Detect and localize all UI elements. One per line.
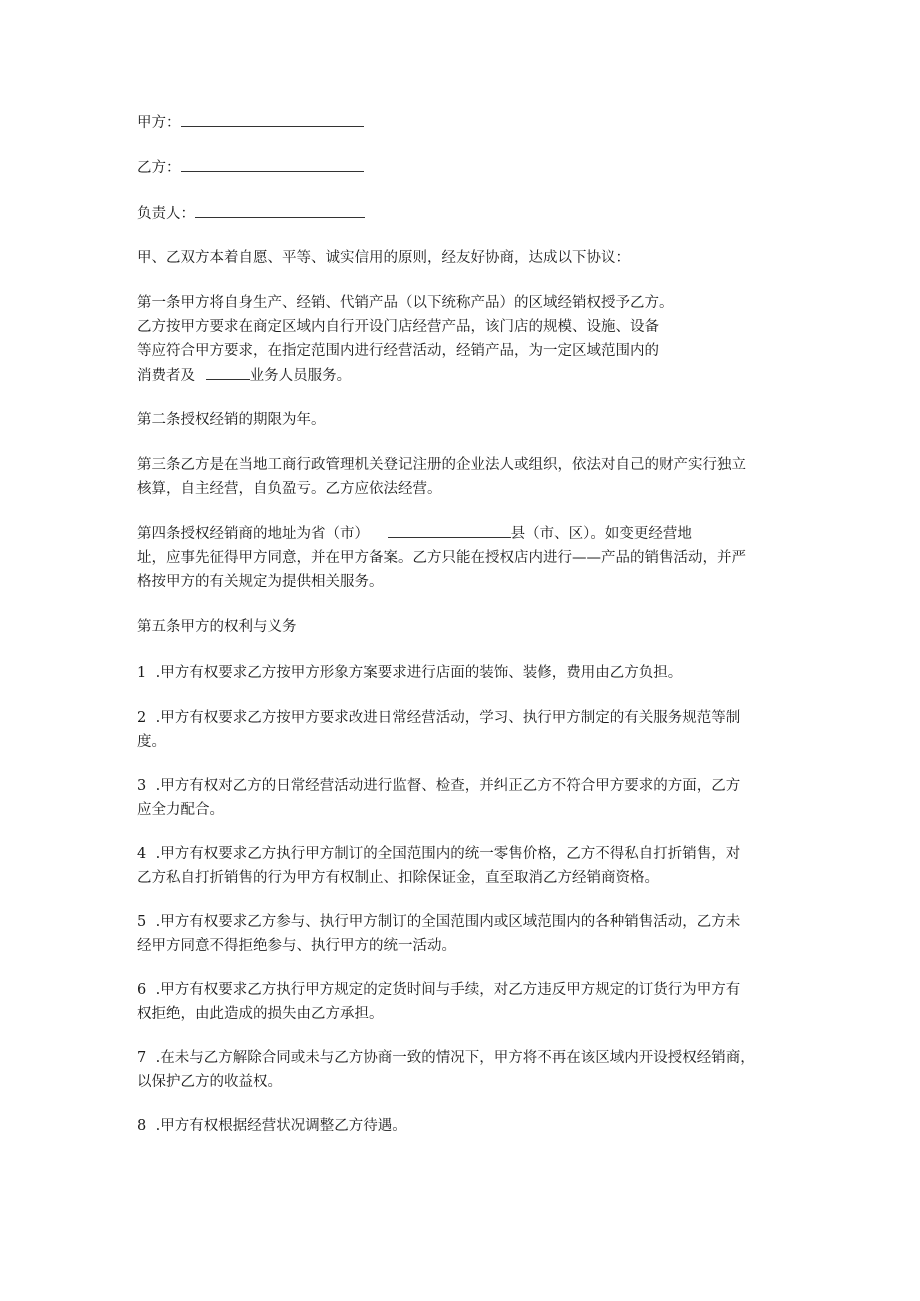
article-1-blank[interactable] <box>206 363 250 380</box>
article-4-line-1-post: 县（市、区）。如变更经营地 <box>510 526 692 542</box>
intro-paragraph: 甲、乙双方本着自愿、平等、诚实信用的原则，经友好协商，达成以下协议： <box>137 250 630 266</box>
article-5-title: 第五条甲方的权利与义务 <box>137 619 297 635</box>
article-1-line-4-post: 业务人员服务。 <box>249 368 352 384</box>
article-3 <box>137 453 746 501</box>
principal-label: 负责人： <box>137 206 195 222</box>
list-item <box>137 661 682 685</box>
party-a-blank[interactable] <box>181 110 364 127</box>
item-number: 5 <box>137 914 147 930</box>
item-line-1: .甲方有权要求乙方执行甲方规定的定货时间与手续，对乙方违反甲方规定的订货行为甲方有 <box>155 982 741 998</box>
article-4-line-2: 址，应事先征得甲方同意，并在甲方备案。乙方只能在授权店内进行——产品的销售活动，并严 <box>137 550 746 566</box>
article-3-line-1: 第三条乙方是在当地工商行政管理机关登记注册的企业法人或组织，依法对自己的财产实行独立 <box>137 457 746 473</box>
item-number: 2 <box>137 710 147 726</box>
item-line-1: .甲方有权要求乙方按甲方要求改进日常经营活动，学习、执行甲方制定的有关服务规范等制 <box>155 710 741 726</box>
list-item <box>137 706 740 754</box>
article-4-line-3: 格按甲方的有关规定为提供相关服务。 <box>137 574 384 590</box>
article-2: 第二条授权经销的期限为年。 <box>137 412 326 428</box>
article-1-line-2: 乙方按甲方要求在商定区域内自行开设门店经营产品，该门店的规模、设施、设备 <box>137 319 659 335</box>
item-number: 7 <box>137 1050 147 1066</box>
item-number: 6 <box>137 982 147 998</box>
list-item <box>137 978 740 1026</box>
item-line-2: 乙方私自打折销售的行为甲方有权制止、扣除保证金，直至取消乙方经销商资格。 <box>137 870 659 886</box>
item-line-1: .甲方有权根据经营状况调整乙方待遇。 <box>155 1118 407 1134</box>
party-a-field <box>137 110 364 134</box>
article-1-line-4 <box>137 363 674 388</box>
article-1-line-4-pre: 消费者及 <box>137 368 195 384</box>
party-b-field <box>137 155 364 179</box>
item-number: 1 <box>137 665 147 681</box>
article-4 <box>137 521 746 594</box>
party-a-label: 甲方： <box>137 115 181 131</box>
item-line-2: 度。 <box>137 734 166 750</box>
item-line-1: .甲方有权对乙方的日常经营活动进行监督、检查，并纠正乙方不符合甲方要求的方面，乙方 <box>155 778 741 794</box>
party-b-label: 乙方： <box>137 160 181 176</box>
list-item <box>137 1046 755 1094</box>
list-item <box>137 842 740 890</box>
list-item <box>137 774 740 822</box>
item-number: 4 <box>137 846 147 862</box>
article-1-line-3: 等应符合甲方要求，在指定范围内进行经营活动，经销产品，为一定区域范围内的 <box>137 343 659 359</box>
item-line-1: .甲方有权要求乙方执行甲方制订的全国范围内的统一零售价格，乙方不得私自打折销售，对 <box>155 846 741 862</box>
item-line-2: 以保护乙方的收益权。 <box>137 1074 282 1090</box>
article-1-line-1: 第一条甲方将自身生产、经销、代销产品（以下统称产品）的区域经销权授予乙方。 <box>137 295 674 311</box>
item-line-1: .甲方有权要求乙方按甲方形象方案要求进行店面的装饰、装修，费用由乙方负担。 <box>155 665 683 681</box>
list-item <box>137 1114 407 1138</box>
article-4-line-1 <box>137 521 746 546</box>
article-4-county-blank[interactable] <box>388 521 511 538</box>
principal-field <box>137 201 365 225</box>
item-line-1: .甲方有权要求乙方参与、执行甲方制订的全国范围内或区域范围内的各种销售活动，乙方未 <box>155 914 741 930</box>
item-line-2: 经甲方同意不得拒绝参与、执行甲方的统一活动。 <box>137 938 456 954</box>
item-line-2: 权拒绝，由此造成的损失由乙方承担。 <box>137 1006 384 1022</box>
list-item <box>137 910 740 958</box>
item-number: 8 <box>137 1118 147 1134</box>
article-3-line-2: 核算，自主经营，自负盈亏。乙方应依法经营。 <box>137 481 442 497</box>
article-4-line-1-pre: 第四条授权经销商的地址为省（市） <box>137 526 369 542</box>
party-b-blank[interactable] <box>181 155 364 172</box>
item-line-1: .在未与乙方解除合同或未与乙方协商一致的情况下，甲方将不再在该区域内开设授权经销商， <box>155 1050 755 1066</box>
item-line-2: 应全力配合。 <box>137 802 224 818</box>
item-number: 3 <box>137 778 147 794</box>
article-1 <box>137 291 674 388</box>
principal-blank[interactable] <box>195 201 365 218</box>
